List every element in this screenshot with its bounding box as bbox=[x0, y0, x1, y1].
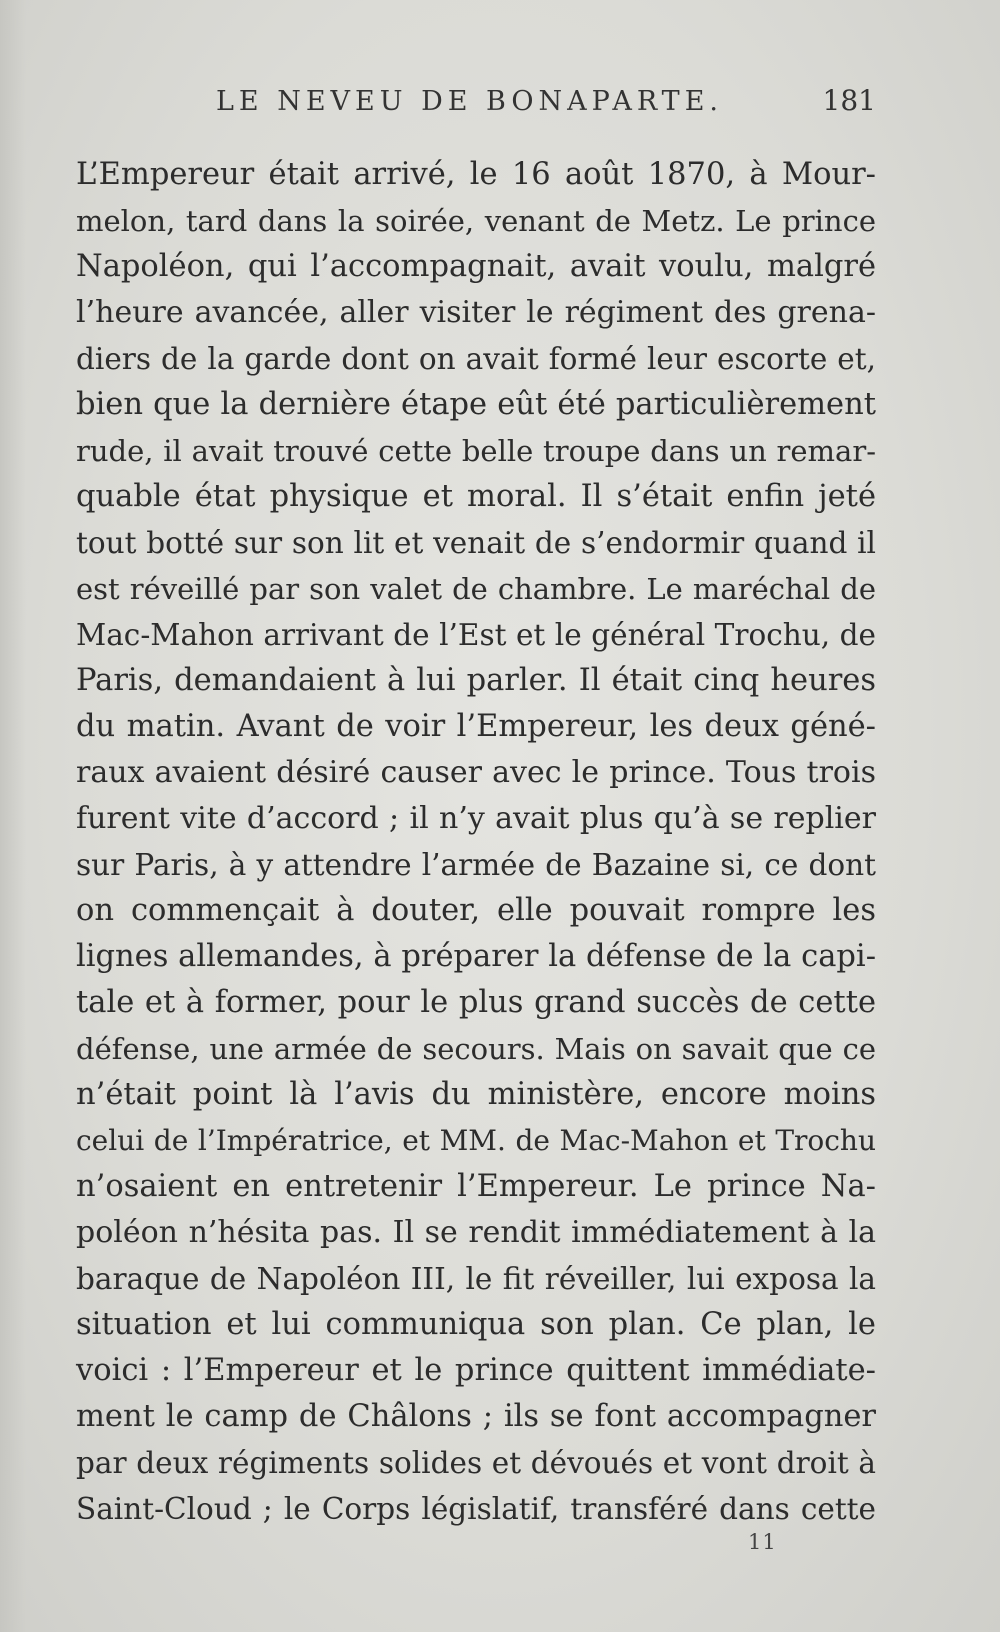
text-line: L’Empereur était arrivé, le 16 août 1870, à Mour- bbox=[76, 157, 876, 192]
text-line: l’heure avancée, aller visiter le régiment des grena- bbox=[76, 295, 876, 330]
running-title: LE NEVEU DE BONAPARTE. bbox=[216, 86, 723, 117]
text-line: situation et lui communiqua son plan. Ce plan, le bbox=[76, 1307, 876, 1342]
text-line: celui de l’Impératrice, et MM. de Mac-Mahon et Trochu bbox=[76, 1124, 876, 1157]
text-line: rude, il avait trouvé cette belle troupe dans un remar- bbox=[76, 434, 876, 468]
text-line: ment le camp de Châlons ; ils se font accompagner bbox=[76, 1399, 876, 1434]
text-line: Napoléon, qui l’accompagnait, avait voulu, malgré bbox=[76, 249, 876, 284]
text-line: lignes allemandes, à préparer la défense de la capi- bbox=[76, 939, 876, 974]
text-line: diers de la garde dont on avait formé leur escorte et, bbox=[76, 342, 876, 376]
text-line: Mac-Mahon arrivant de l’Est et le général Trochu, de bbox=[76, 618, 876, 652]
body-text bbox=[76, 152, 876, 1532]
page-gutter-shadow bbox=[0, 0, 26, 1632]
text-line: sur Paris, à y attendre l’armée de Bazaine si, ce dont bbox=[76, 848, 876, 882]
text-line: est réveillé par son valet de chambre. Le maréchal de bbox=[76, 572, 876, 606]
text-line: par deux régiments solides et dévoués et vont droit à bbox=[76, 1446, 876, 1480]
text-line: n’osaient en entretenir l’Empereur. Le prince Na- bbox=[76, 1169, 876, 1204]
text-line: on commençait à douter, elle pouvait rompre les bbox=[76, 893, 876, 928]
page-number: 181 bbox=[822, 84, 876, 117]
text-line: quable état physique et moral. Il s’était enfin jeté bbox=[76, 479, 876, 514]
text-line: melon, tard dans la soirée, venant de Metz. Le prince bbox=[76, 204, 876, 238]
running-head bbox=[76, 86, 876, 126]
text-line: n’était point là l’avis du ministère, encore moins bbox=[76, 1077, 876, 1112]
text-line: bien que la dernière étape eût été particulièrement bbox=[76, 387, 876, 422]
signature-mark: 11 bbox=[748, 1530, 777, 1554]
text-line: baraque de Napoléon III, le fit réveiller, lui exposa la bbox=[76, 1262, 876, 1296]
text-line: Saint-Cloud ; le Corps législatif, transféré dans cette bbox=[76, 1492, 876, 1526]
text-line: raux avaient désiré causer avec le prince. Tous trois bbox=[76, 755, 876, 790]
text-line: furent vite d’accord ; il n’y avait plus qu’à se replier bbox=[76, 801, 876, 836]
text-line: poléon n’hésita pas. Il se rendit immédiatement à la bbox=[76, 1215, 876, 1250]
text-line: défense, une armée de secours. Mais on savait que ce bbox=[76, 1032, 876, 1066]
text-line: Paris, demandaient à lui parler. Il était cinq heures bbox=[76, 663, 876, 698]
text-line: voici : l’Empereur et le prince quittent immédiate- bbox=[76, 1353, 876, 1388]
text-line: tale et à former, pour le plus grand succès de cette bbox=[76, 985, 876, 1020]
text-line: tout botté sur son lit et venait de s’endormir quand il bbox=[76, 526, 876, 560]
text-line: du matin. Avant de voir l’Empereur, les deux géné- bbox=[76, 709, 876, 744]
